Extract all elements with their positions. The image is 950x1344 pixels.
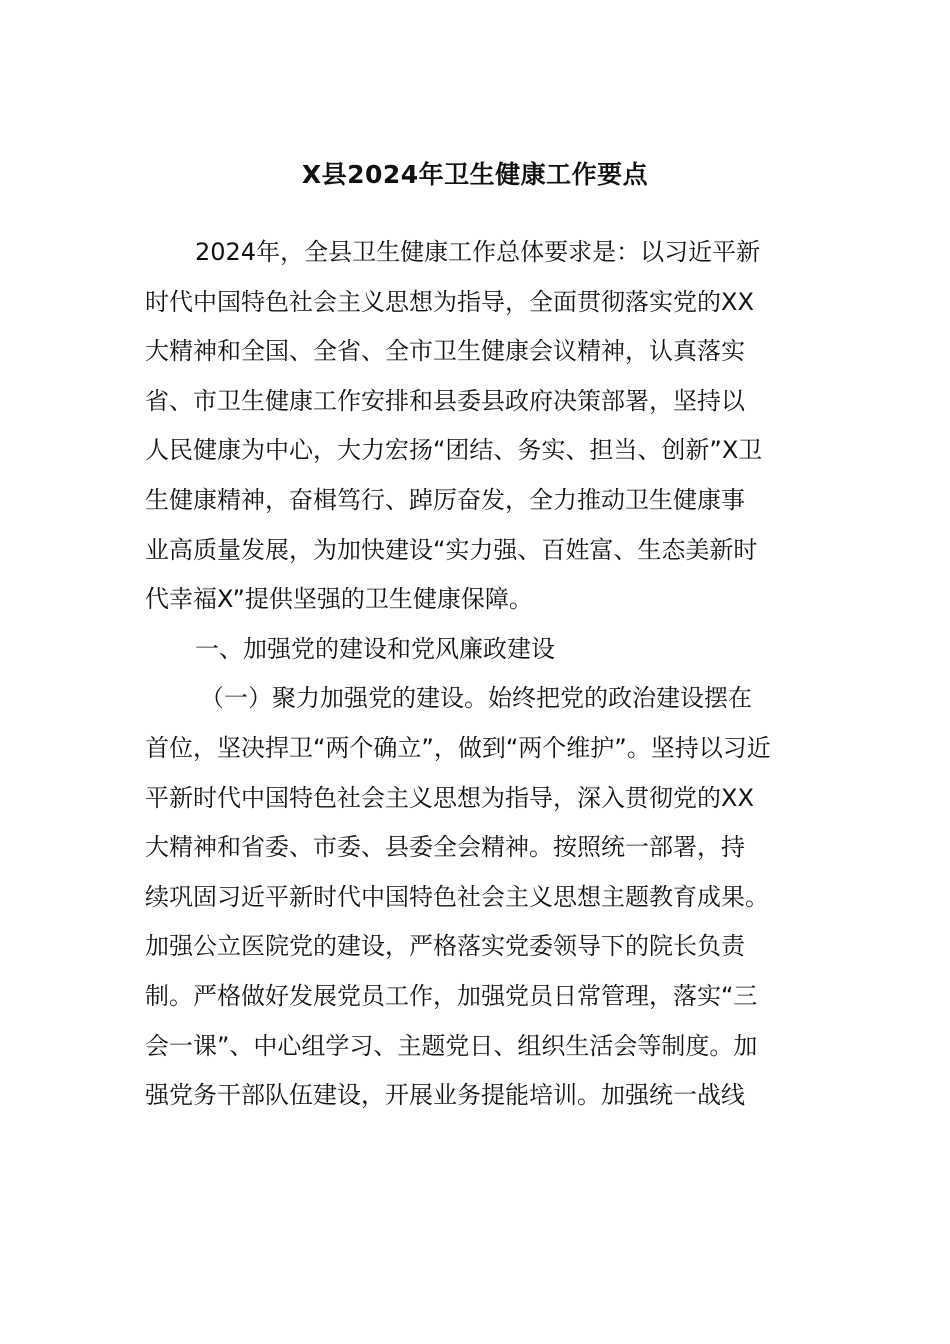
paragraph-line: 续巩固习近平新时代中国特色社会主义思想主题教育成果。 (145, 882, 769, 911)
paragraph-line: 时代中国特色社会主义思想为指导，全面贯彻落实党的XX (145, 287, 754, 316)
paragraph-line: 首位，坚决捍卫“两个确立”，做到“两个维护”。坚持以习近 (145, 733, 771, 762)
paragraph-line: 业高质量发展，为加快建设“实力强、百姓富、生态美新时 (145, 535, 758, 564)
section-heading: 一、加强党的建设和党风廉政建设 (195, 634, 555, 663)
paragraph-line: 会一课”、中心组学习、主题党日、组织生活会等制度。加 (145, 1031, 758, 1060)
document-body (145, 228, 810, 1121)
paragraph-line: 大精神和全国、全省、全市卫生健康会议精神，认真落实 (145, 337, 745, 366)
paragraph-line: 大精神和省委、市委、县委全会精神。按照统一部署，持 (145, 833, 745, 862)
paragraph-line: 人民健康为中心，大力宏扬“团结、务实、担当、创新”X卫 (145, 436, 763, 465)
paragraph-line: 强党务干部队伍建设，开展业务提能培训。加强统一战线 (145, 1081, 745, 1110)
paragraph-line: （一）聚力加强党的建设。始终把党的政治建设摆在 (200, 684, 752, 713)
paragraph-line: 加强公立医院党的建设，严格落实党委领导下的院长负责 (145, 932, 745, 961)
paragraph-line: 代幸福X”提供坚强的卫生健康保障。 (145, 585, 533, 614)
paragraph-line: 平新时代中国特色社会主义思想为指导，深入贯彻党的XX (145, 783, 754, 812)
paragraph-line: 省、市卫生健康工作安排和县委县政府决策部署，坚持以 (145, 386, 745, 415)
paragraph-line: 生健康精神，奋楫笃行、踔厉奋发，全力推动卫生健康事 (145, 485, 745, 514)
document-title: X县2024年卫生健康工作要点 (301, 160, 649, 189)
paragraph-line: 制。严格做好发展党员工作，加强党员日常管理，落实“三 (145, 981, 758, 1010)
paragraph-line: 2024年，全县卫生健康工作总体要求是：以习近平新 (195, 238, 761, 266)
